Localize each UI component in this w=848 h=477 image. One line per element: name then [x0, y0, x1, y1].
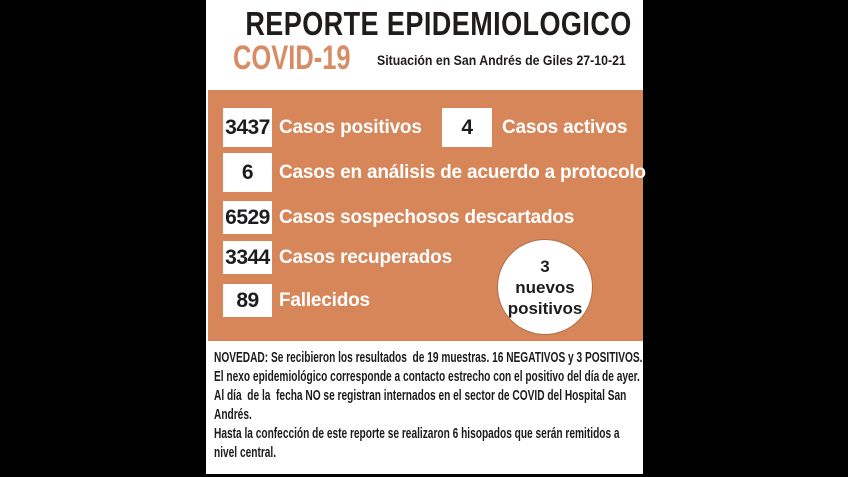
- news-line: Hasta la confección de este reporte se realizaron 6 hisopados que serán remitidos a: [214, 426, 620, 442]
- news-line: Andrés.: [214, 407, 252, 423]
- report-subtitle-date: Situación en San Andrés de Giles 27-10-21: [377, 52, 626, 68]
- news-section: [214, 349, 642, 463]
- stat-value-box-positivos: 3437: [223, 108, 272, 147]
- report-header: [206, 0, 643, 90]
- stat-value-box-activos: 4: [442, 108, 492, 147]
- stat-value-box-fallecidos: 89: [223, 284, 272, 317]
- stat-value-box-analisis: 6: [223, 153, 272, 192]
- badge-count: 3: [540, 256, 550, 276]
- stat-row-analisis: [208, 153, 646, 192]
- news-line: El nexo epidemiológico corresponde a contacto estrecho con el positivo del día de ayer.: [214, 369, 640, 385]
- page-title: REPORTE EPIDEMIOLOGICO: [245, 5, 632, 42]
- report-card: [206, 0, 646, 474]
- new-positives-badge: [498, 240, 592, 334]
- news-line: nivel central.: [214, 445, 277, 461]
- covid-19-wordmark: COVID-19: [233, 39, 351, 77]
- news-line: NOVEDAD: Se recibieron los resultados de 19 muestras. 16 NEGATIVOS y 3 POSITIVOS.: [214, 350, 643, 366]
- stat-row-positivos-activos: [208, 108, 643, 147]
- stat-value-box-sospechosos: 6529: [223, 201, 272, 234]
- stat-row-sospechosos: [208, 201, 643, 234]
- badge-word-2: positivos: [507, 298, 583, 318]
- stat-label-activos: Casos activos: [502, 116, 628, 138]
- stat-label-fallecidos: Fallecidos: [279, 289, 370, 311]
- badge-word-1: nuevos: [515, 277, 575, 297]
- stat-value-box-recuperados: 3344: [223, 241, 272, 274]
- news-line: Al día de la fecha NO se registran internados en el sector de COVID del Hospital San: [214, 388, 627, 404]
- stat-label-recuperados: Casos recuperados: [279, 246, 452, 268]
- stat-label-positivos: Casos positivos: [279, 116, 422, 138]
- stats-panel: [208, 90, 646, 341]
- stat-label-sospechosos: Casos sospechosos descartados: [279, 206, 575, 228]
- stat-label-analisis: Casos en análisis de acuerdo a protocolo: [279, 161, 646, 183]
